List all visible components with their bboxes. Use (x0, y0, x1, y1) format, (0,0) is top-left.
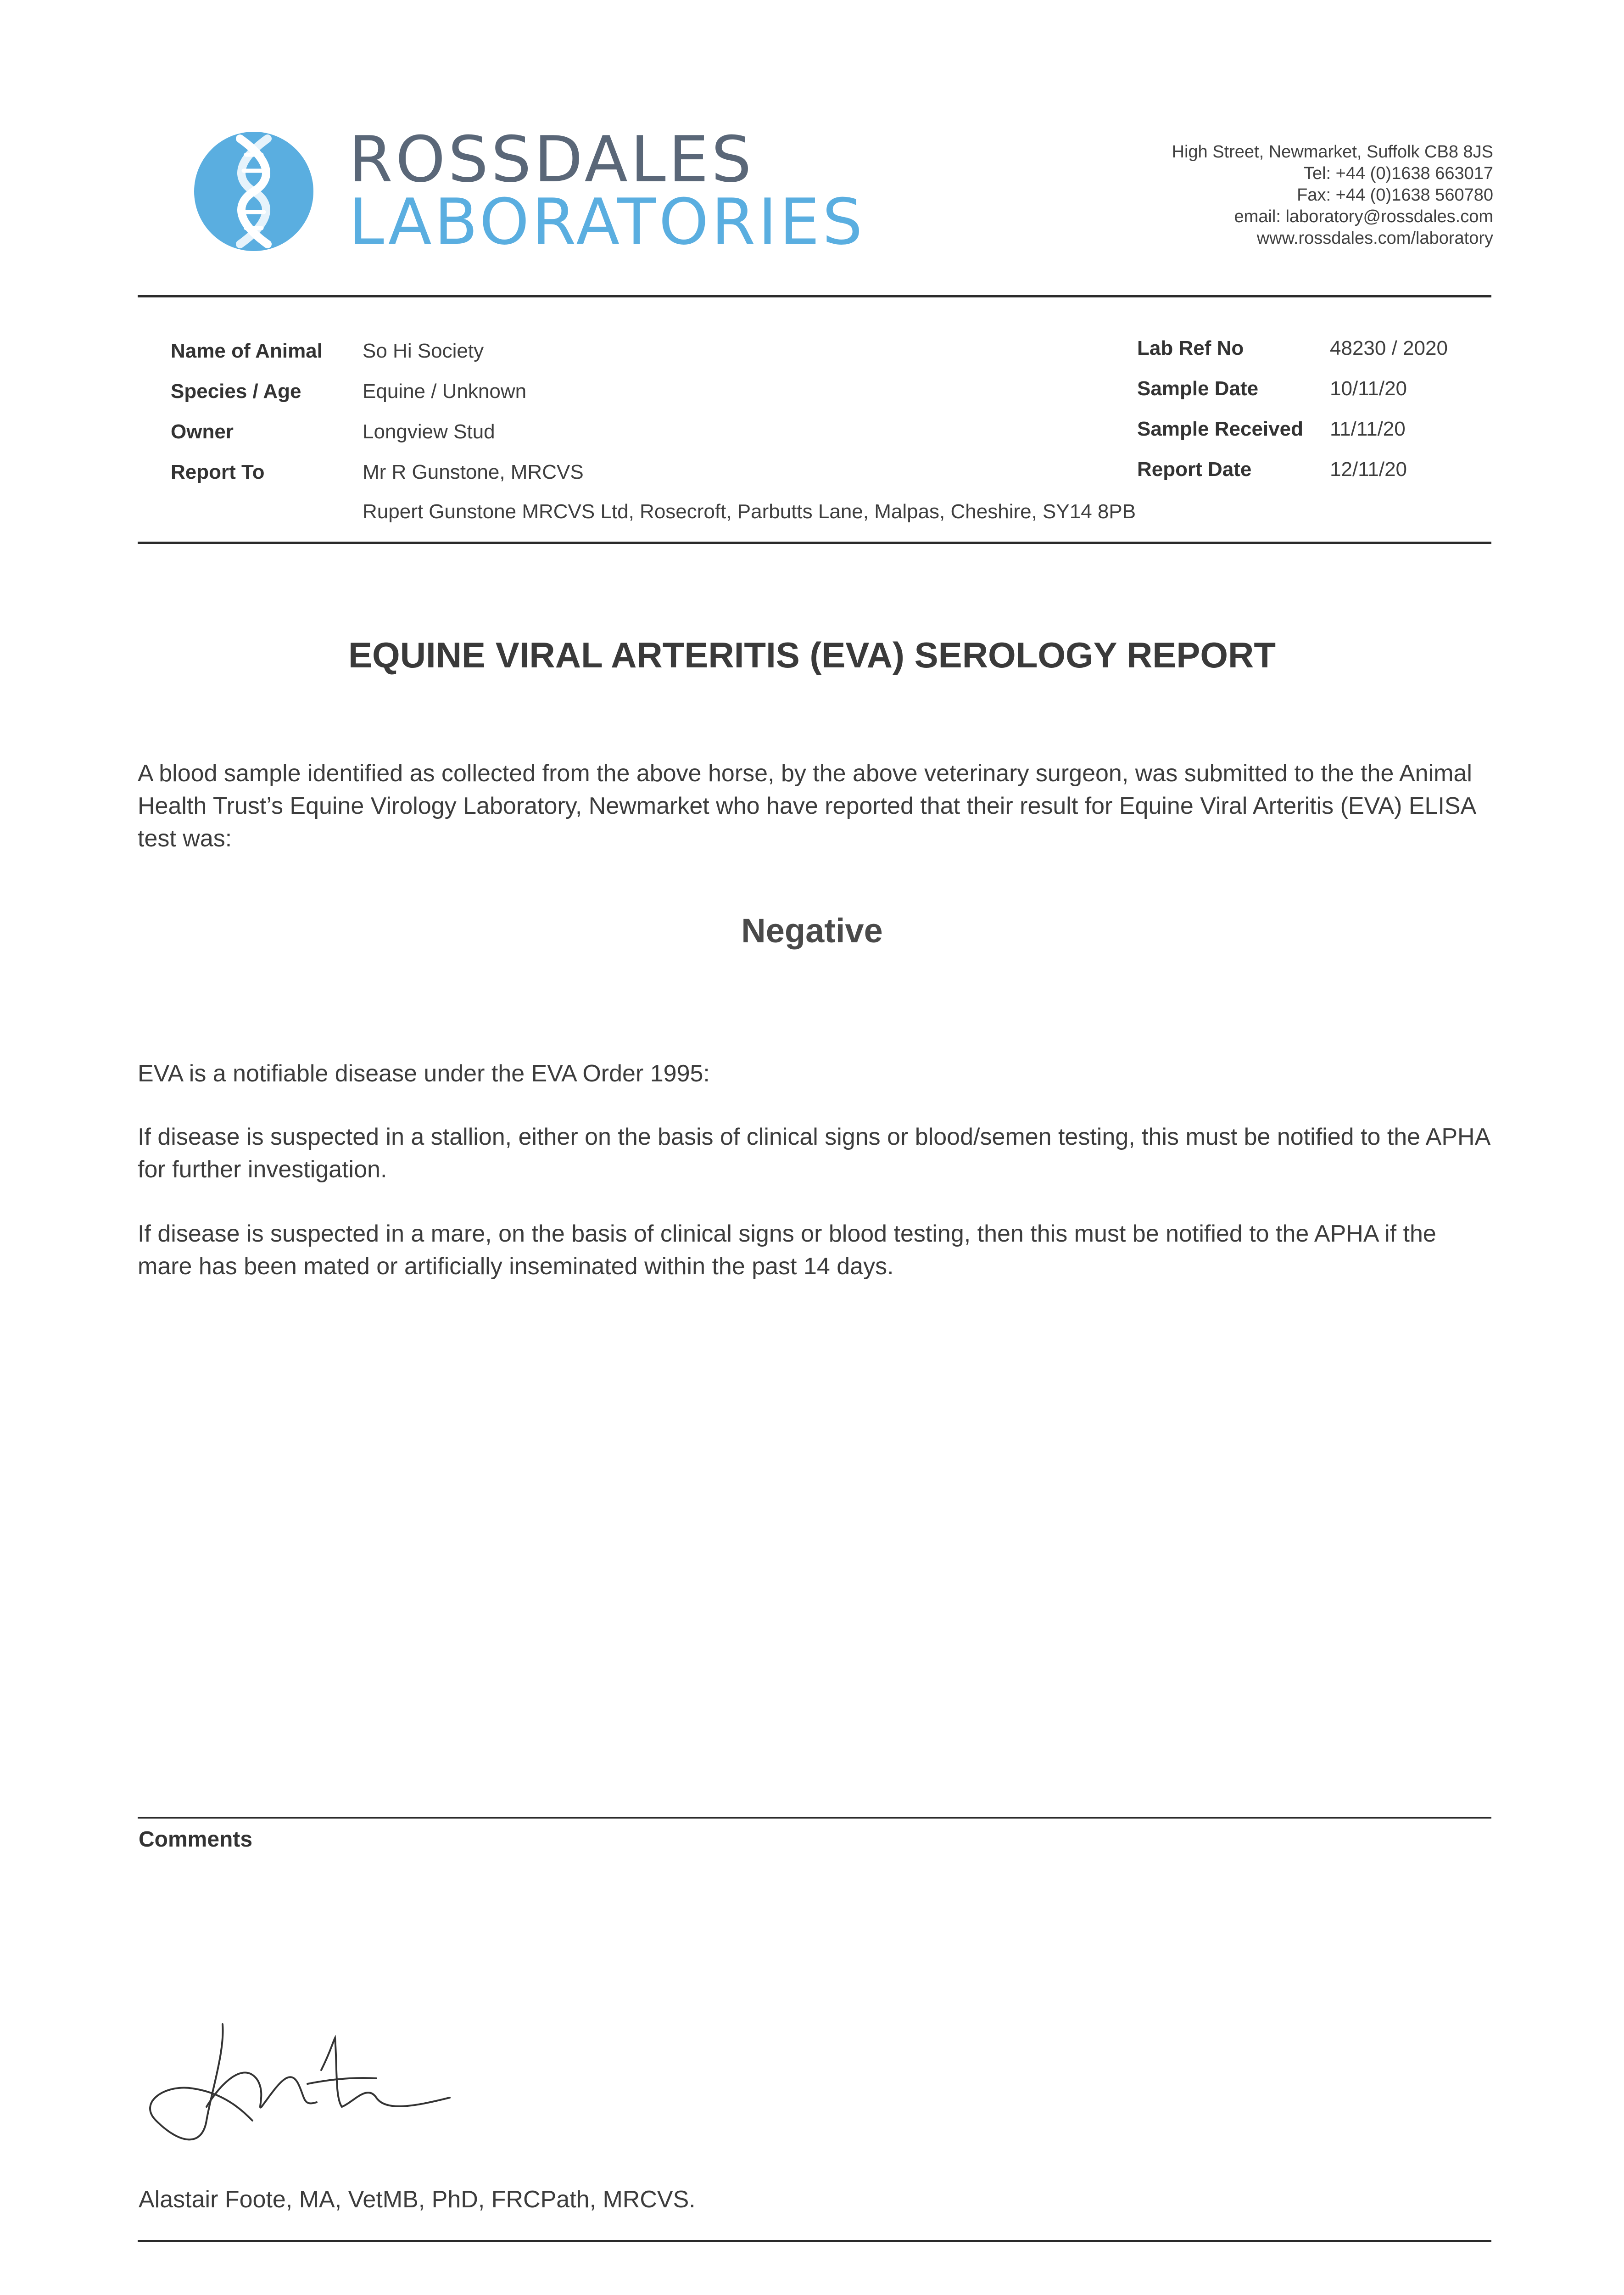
info-row-species-age (171, 380, 584, 420)
logo-line-rossdales: ROSSDALES (349, 123, 754, 196)
info-value: 12/11/20 (1330, 458, 1407, 481)
info-label: Lab Ref No (1137, 337, 1244, 359)
info-value: 48230 / 2020 (1330, 337, 1448, 359)
comments-divider (138, 1817, 1491, 1819)
info-value: Equine / Unknown (363, 380, 527, 403)
comments-label: Comments (139, 1827, 253, 1852)
note-stallion: If disease is suspected in a stallion, either on the basis of clinical signs or blood/semen testing, this must be notified to the APHA for further investigation. (138, 1124, 1490, 1183)
report-to-address: Rupert Gunstone MRCVS Ltd, Rosecroft, Parbutts Lane, Malpas, Cheshire, SY14 8PB (363, 500, 1136, 523)
info-row-sample-received (1137, 418, 1448, 458)
info-value: 11/11/20 (1330, 418, 1406, 440)
note-mare: If disease is suspected in a mare, on the basis of clinical signs or blood testing, then this must be notified to the APHA if the mare has been mated or artificially inseminated within the past 14 days. (138, 1220, 1436, 1280)
info-value: Longview Stud (363, 420, 495, 443)
info-row-sample-date (1137, 377, 1448, 418)
info-divider (138, 542, 1491, 544)
info-value: Mr R Gunstone, MRCVS (363, 461, 584, 483)
signatory-name: Alastair Foote, MA, VetMB, PhD, FRCPath, MRCVS. (139, 2186, 696, 2213)
logo-line-laboratories: LABORATORIES (349, 185, 865, 259)
address-email: email: laboratory@rossdales.com (1234, 207, 1493, 226)
info-row-report-to (171, 461, 584, 501)
info-row-animal-name (171, 340, 584, 380)
logo-wordmark (349, 123, 865, 259)
info-value: 10/11/20 (1330, 377, 1407, 400)
animal-info (171, 340, 584, 501)
address-fax: Fax: +44 (0)1638 560780 (1297, 185, 1493, 205)
address-tel: Tel: +44 (0)1638 663017 (1303, 164, 1493, 183)
info-label: Name of Animal (171, 340, 323, 362)
info-label: Report To (171, 461, 265, 483)
address-website: www.rossdales.com/laboratory (1256, 229, 1493, 248)
info-label: Owner (171, 420, 234, 443)
note-notifiable: EVA is a notifiable disease under the EVA Order 1995: (138, 1060, 710, 1087)
footer-divider (138, 2240, 1491, 2242)
info-row-owner (171, 420, 584, 461)
address-street: High Street, Newmarket, Suffolk CB8 8JS (1172, 142, 1493, 162)
info-row-report-date (1137, 458, 1448, 498)
info-label: Sample Date (1137, 377, 1259, 400)
info-label: Species / Age (171, 380, 301, 403)
test-result: Negative (741, 912, 883, 950)
header-divider (138, 295, 1491, 297)
signature-image (138, 2015, 505, 2162)
info-row-lab-ref (1137, 337, 1448, 377)
info-label: Sample Received (1137, 418, 1303, 440)
info-label: Report Date (1137, 458, 1252, 481)
lab-address (1172, 141, 1493, 249)
dna-logo-icon (192, 129, 316, 253)
lab-reference-info (1137, 337, 1448, 498)
info-value: So Hi Society (363, 340, 484, 362)
report-intro: A blood sample identified as collected from the above horse, by the above veterinary surgeon, was submitted to the the Animal Health Trust’s Equine Virology Laboratory, Newmarket who have reported that their result for Equine Viral Arteritis (EVA) ELISA test was: (138, 760, 1475, 852)
report-title: EQUINE VIRAL ARTERITIS (EVA) SEROLOGY REPORT (348, 635, 1276, 675)
